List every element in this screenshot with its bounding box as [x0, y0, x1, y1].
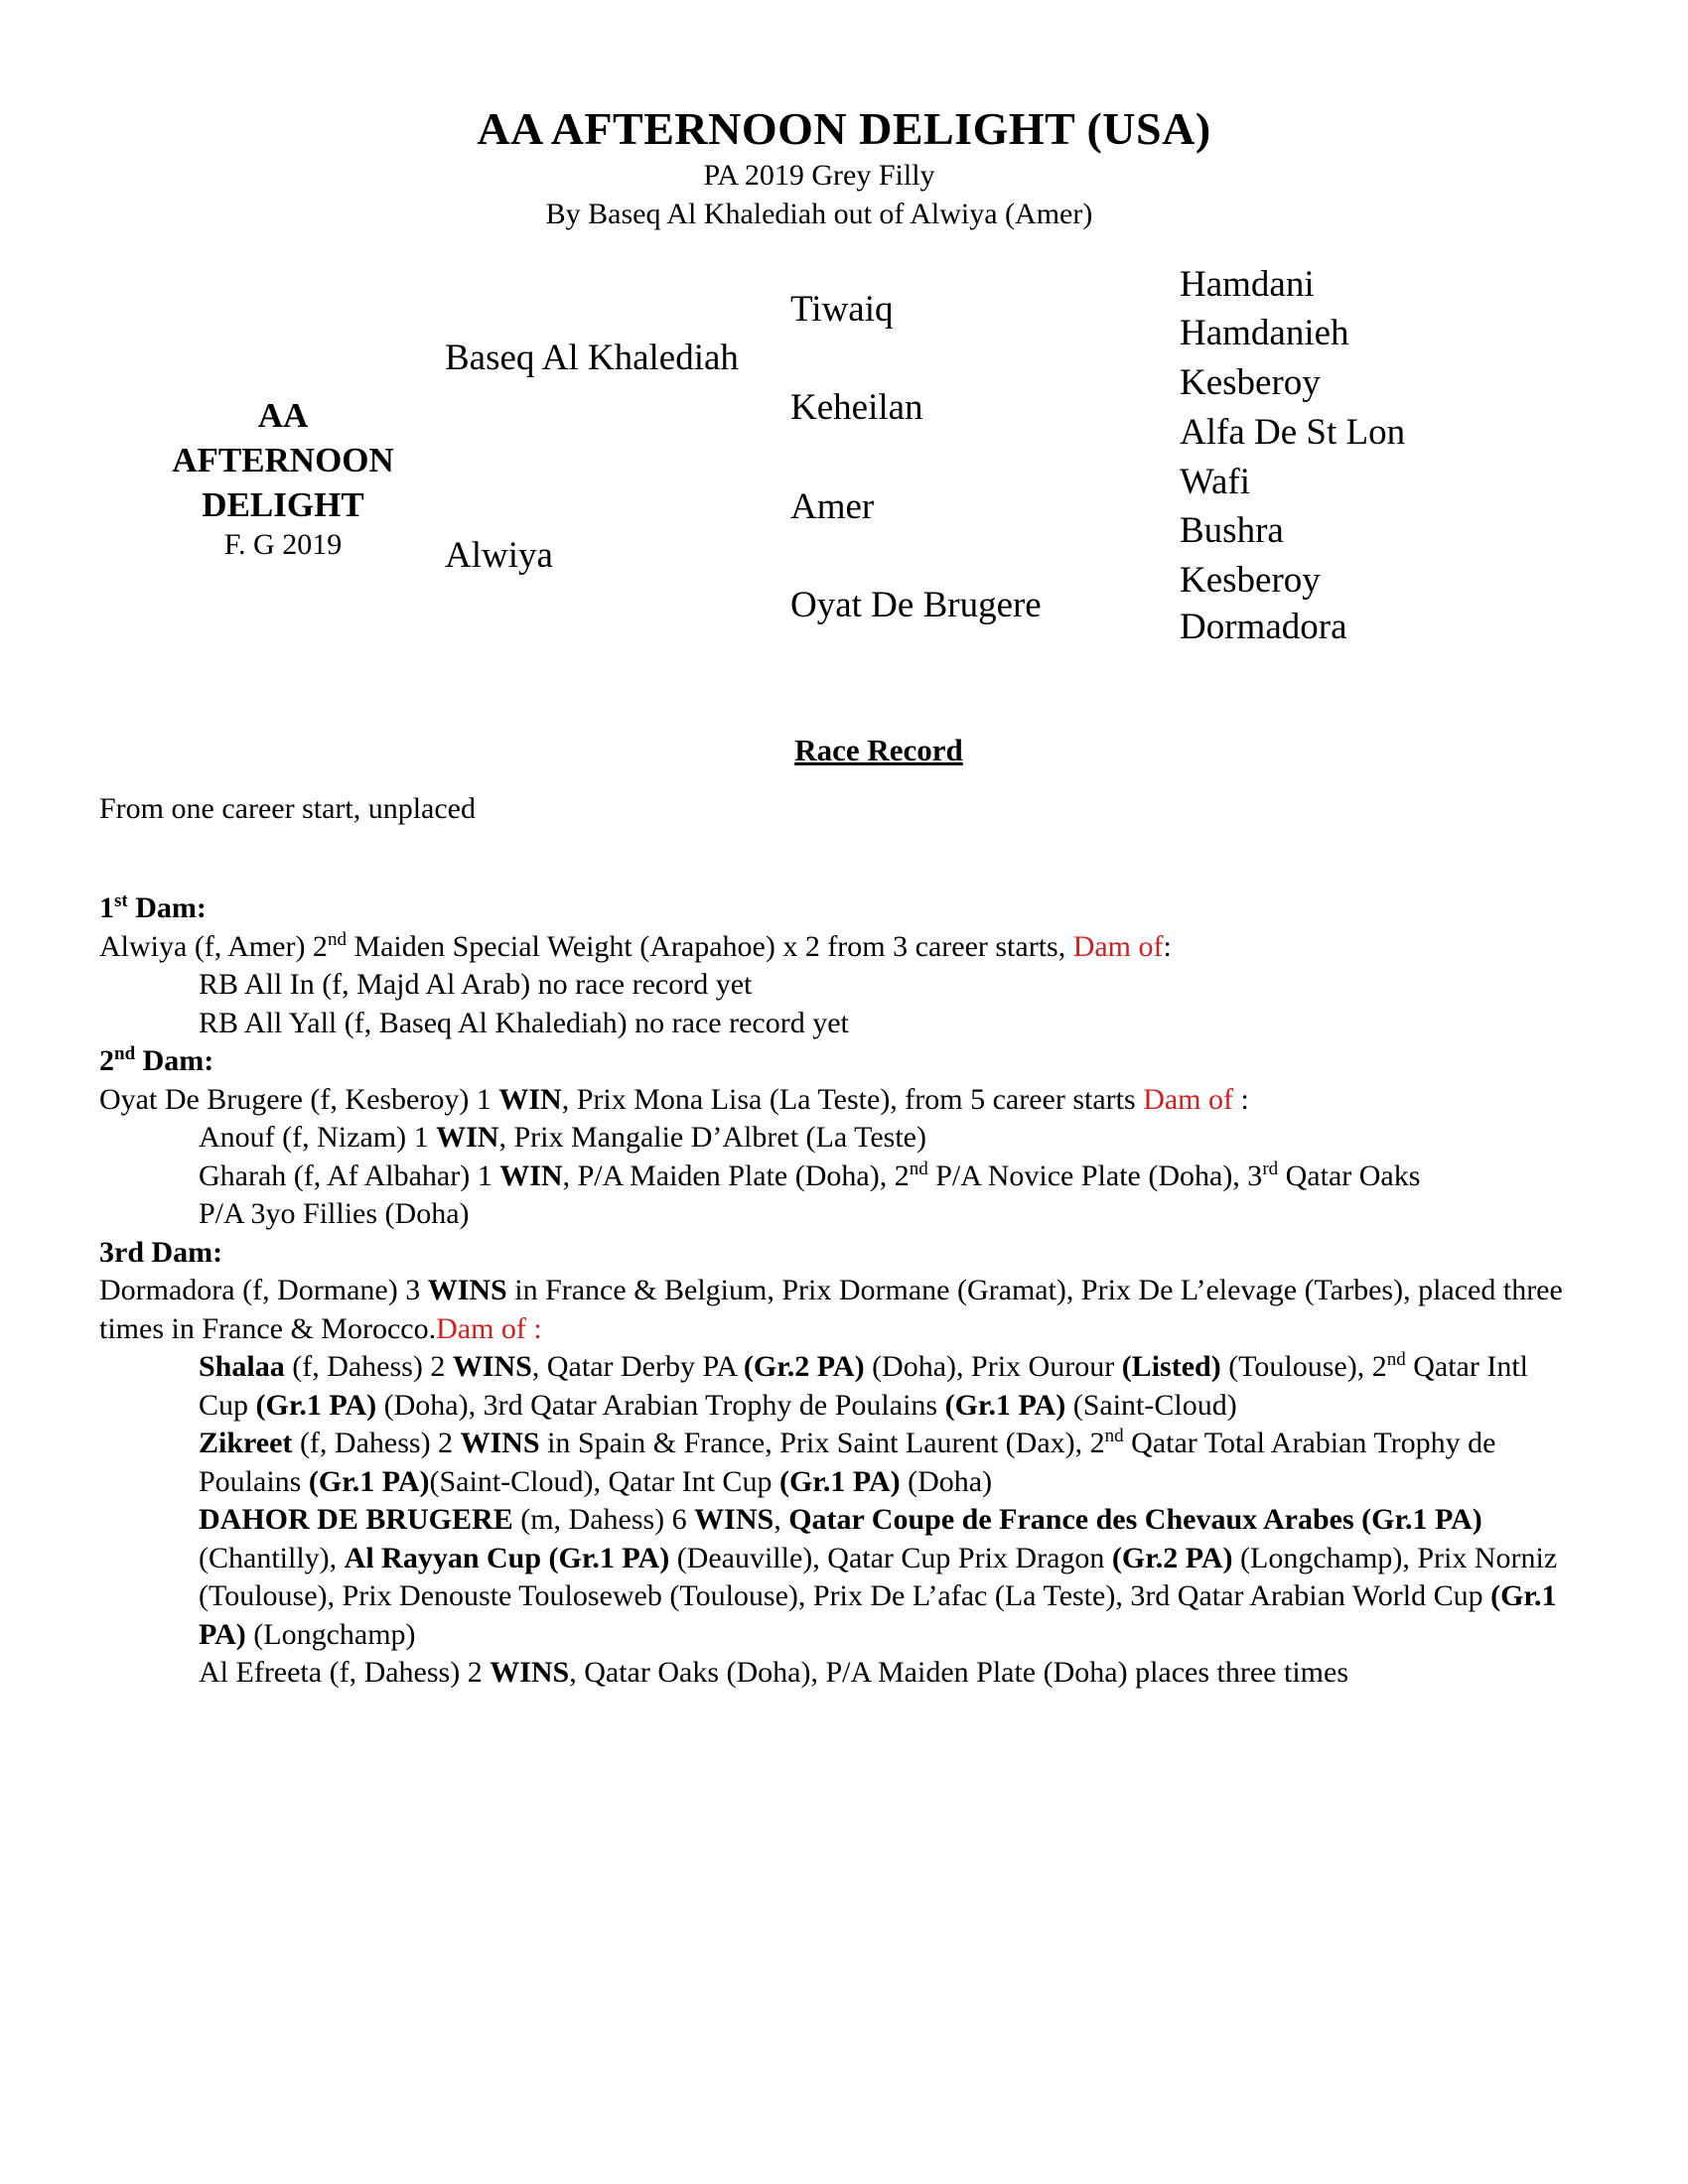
pedigree-gen3-4: Alfa De St Lon: [1180, 412, 1406, 453]
pedigree-gen2-1: Tiwaiq: [790, 289, 894, 330]
second-dam-line: Oyat De Brugere (f, Kesberoy) 1 WIN, Prix Mona Lisa (La Teste), from 5 career starts Dam of :: [99, 1082, 1249, 1116]
progeny-item-continued: P/A 3yo Fillies (Doha): [199, 1197, 470, 1230]
family-section: [99, 889, 1579, 1693]
pedigree-gen3-2: Hamdanieh: [1180, 313, 1349, 353]
progeny-item: DAHOR DE BRUGERE (m, Dahess) 6 WINS, Qatar Coupe de France des Chevaux Arabes (Gr.1 PA) (Chantilly), Al Rayyan Cup (Gr.1 PA) (Deauville), Qatar Cup Prix Dragon (Gr.2 PA) (Longchamp), Prix Norniz (Toulouse), Prix Denouste Touloseweb (Toulouse), Prix De L’afac (La Teste), 3rd Qatar Arabian World Cup (Gr.1 PA) (Longchamp): [199, 1503, 1558, 1651]
pedigree-gen3-3: Kesberoy: [1180, 362, 1321, 403]
progeny-item: Al Efreeta (f, Dahess) 2 WINS, Qatar Oaks (Doha), P/A Maiden Plate (Doha) places three times: [199, 1656, 1348, 1689]
pedigree-dam: Alwiya: [445, 535, 553, 576]
progeny-item: Zikreet (f, Dahess) 2 WINS in Spain & France, Prix Saint Laurent (Dax), 2nd Qatar Total Arabian Trophy de Poulains (Gr.1 PA)(Saint-Cloud), Qatar Int Cup (Gr.1 PA) (Doha): [199, 1426, 1496, 1498]
breeding-line: By Baseq Al Khalediah out of Alwiya (Amer): [545, 198, 1093, 230]
dam-of-label: Dam of: [1143, 1082, 1241, 1116]
third-dam-line: Dormadora (f, Dormane) 3 WINS in France & Belgium, Prix Dormane (Gramat), Prix De L’elevage (Tarbes), placed three times in France & Morocco.Dam of :: [99, 1274, 1563, 1345]
progeny-item: Shalaa (f, Dahess) 2 WINS, Qatar Derby PA (Gr.2 PA) (Doha), Prix Ourour (Listed) (Toulouse), 2nd Qatar Intl Cup (Gr.1 PA) (Doha), 3rd Qatar Arabian Trophy de Poulains (Gr.1 PA) (Saint-Cloud): [199, 1349, 1529, 1422]
progeny-item: Anouf (f, Nizam) 1 WIN, Prix Mangalie D’Albret (La Teste): [199, 1121, 926, 1154]
second-dam-label: 2nd Dam:: [99, 1043, 214, 1077]
first-dam-line: Alwiya (f, Amer) 2nd Maiden Special Weight (Arapahoe) x 2 from 3 career starts, Dam of:: [99, 928, 1172, 963]
first-dam-label: 1st Dam:: [99, 890, 207, 924]
horse-name-line-2: AFTERNOON: [172, 441, 394, 479]
horse-name-line-3: DELIGHT: [202, 485, 364, 524]
pedigree-horse: [139, 393, 427, 563]
race-record-heading: Race Record: [794, 733, 963, 767]
pedigree-gen2-3: Amer: [790, 486, 875, 527]
progeny-item: RB All In (f, Majd Al Arab) no race record yet: [199, 968, 753, 1001]
pedigree-gen2-2: Keheilan: [790, 387, 923, 428]
race-record-text: From one career start, unplaced: [99, 792, 476, 825]
horse-name-line-1: AA: [257, 396, 309, 435]
pedigree-gen2-4: Oyat De Brugere: [790, 585, 1042, 625]
third-dam-label: 3rd Dam:: [99, 1235, 223, 1269]
pedigree-gen3-5: Wafi: [1180, 462, 1250, 502]
pedigree-gen3-8: Dormadora: [1180, 607, 1347, 647]
pedigree-gen3-1: Hamdani: [1180, 264, 1315, 305]
page-title: AA AFTERNOON DELIGHT (USA): [477, 103, 1211, 154]
pedigree-gen3-6: Bushra: [1180, 510, 1284, 551]
progeny-item: RB All Yall (f, Baseq Al Khalediah) no race record yet: [199, 1006, 849, 1039]
dam-of-label: Dam of :: [436, 1311, 542, 1345]
progeny-item: Gharah (f, Af Albahar) 1 WIN, P/A Maiden Plate (Doha), 2nd P/A Novice Plate (Doha), 3rd Qatar Oaks: [199, 1158, 1421, 1192]
pedigree-sire: Baseq Al Khalediah: [445, 338, 739, 378]
subtitle: PA 2019 Grey Filly: [703, 159, 935, 192]
horse-meta: F. G 2019: [223, 528, 343, 561]
pedigree-gen3-7: Kesberoy: [1180, 560, 1321, 601]
dam-of-label: Dam of: [1072, 929, 1164, 963]
